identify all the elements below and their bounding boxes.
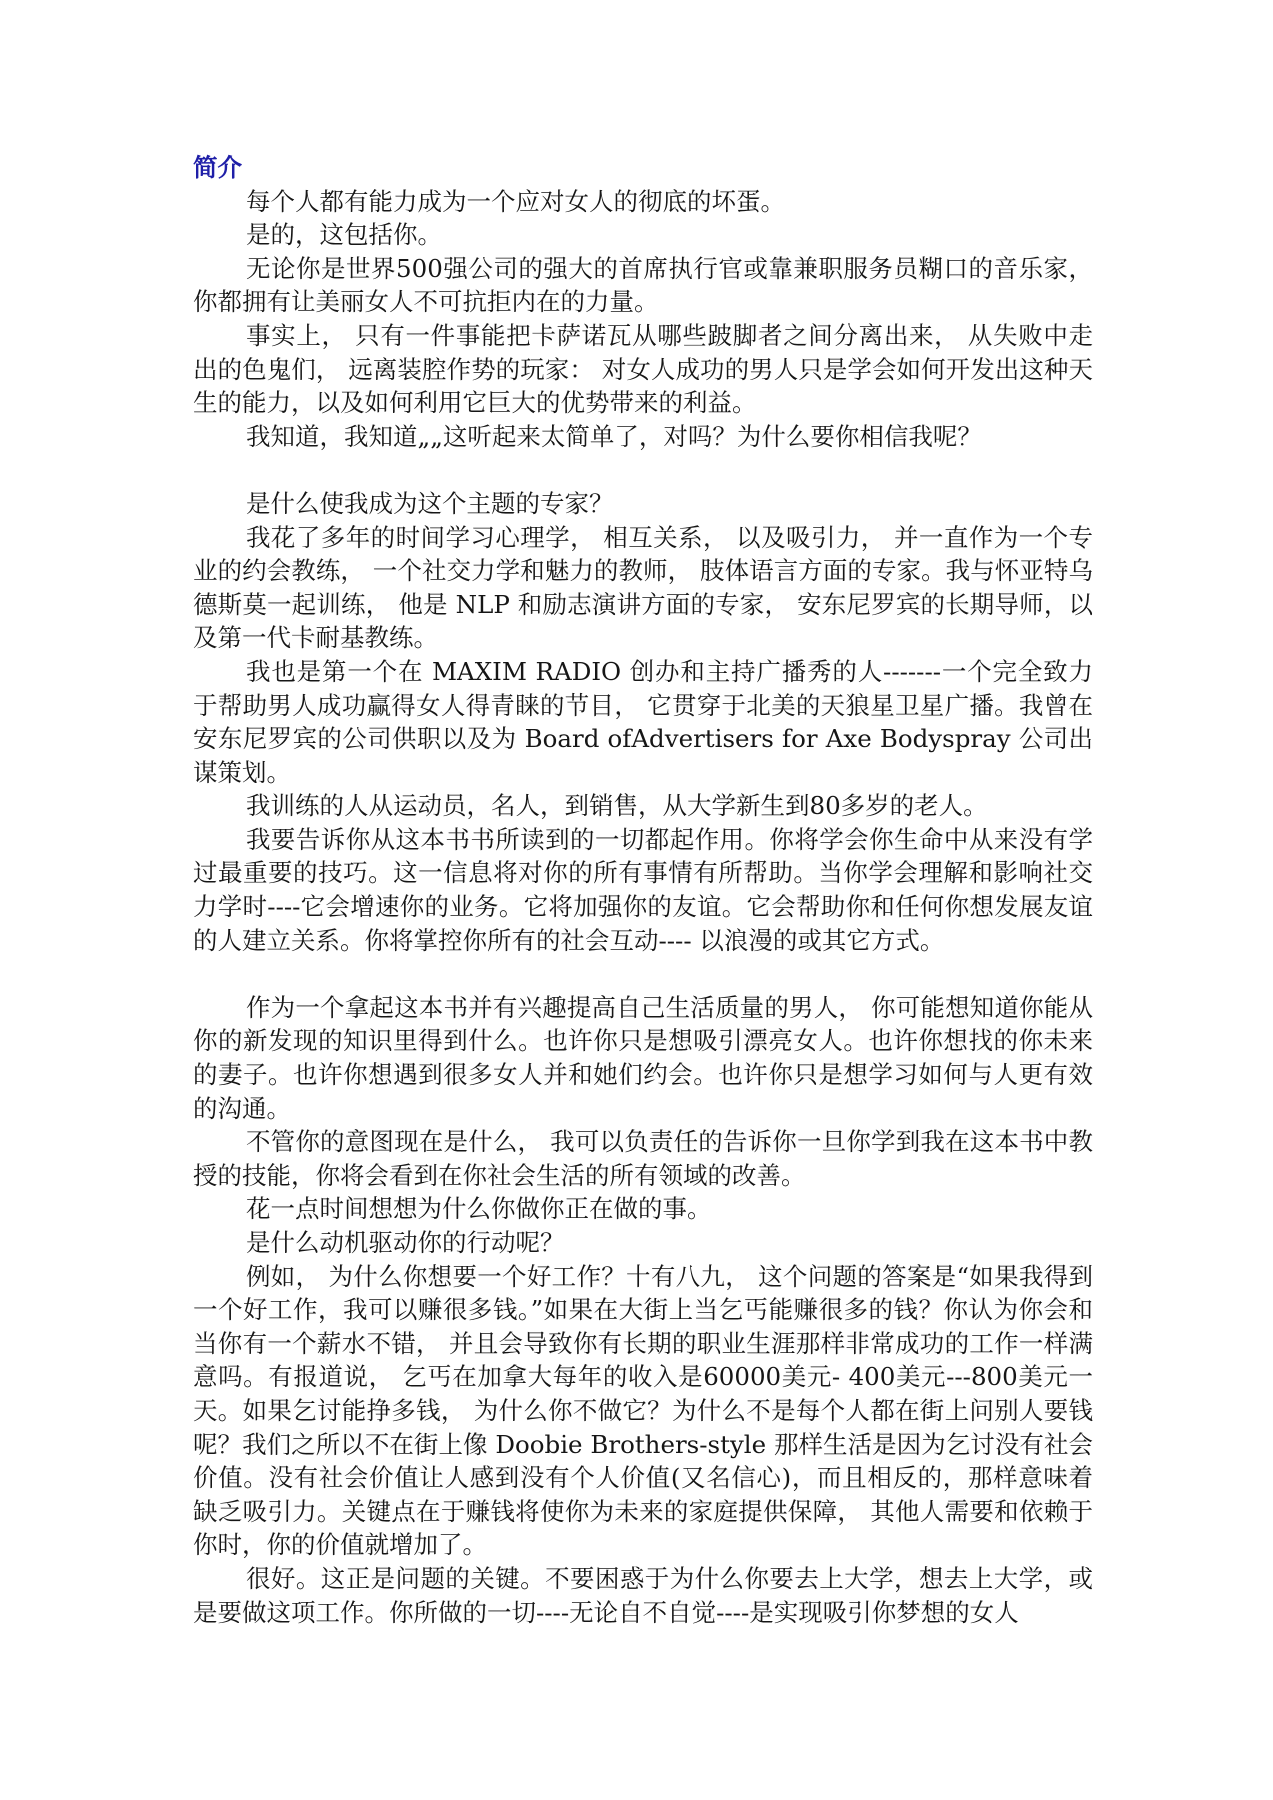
paragraph-gap [193,957,1093,991]
paragraph: 是什么动机驱动你的行动呢？ [246,1228,565,1257]
paragraph: 例如， 为什么你想要一个好工作？十有八九， 这个问题的答案是“如果我得到一个好工作，我可以赚很多钱。”如果在大街上当乞丐能赚很多的钱？你认为你会和当你有一个薪水不错， 并且会导致你有长期的职业生涯那样非常成功的工作一样满意吗。有报道说， 乞丐在加拿大每年的收入是60000美元- 400美元---800美元一天。如果乞讨能挣多钱， 为什么你不做它？为什么不是每个人都在街上问别人要钱呢？我们之所以不在街上像 Doobie Brothers-style 那样生活是因为乞讨没有社会价值。没有社会价值让人感到没有个人价值(又名信心)，而且相反的，那样意味着缺乏吸引力。关键点在于赚钱将使你为未来的家庭提供保障， 其他人需要和依赖于你时，你的价值就增加了。 [193,1261,1093,1560]
document-body [193,151,1093,1629]
paragraph: 是什么使我成为这个主题的专家？ [246,488,614,518]
section-heading: 简介 [193,153,242,182]
paragraph: 我要告诉你从这本书书所读到的一切都起作用。你将学会你生命中从来没有学过最重要的技巧。这一信息将对你的所有事情有所帮助。当你学会理解和影响社交力学时----它会增速你的业务。它将加强你的友谊。它会帮助你和任何你想发展友谊的人建立关系。你将掌控你所有的社会互动---- 以浪漫的或其它方式。 [193,824,1093,955]
paragraph: 我花了多年的时间学习心理学， 相互关系， 以及吸引力， 并一直作为一个专业的约会教练， 一个社交力学和魅力的教师， 肢体语言方面的专家。我与怀亚特乌德斯莫一起训练， 他是 NLP 和励志演讲方面的专家， 安东尼罗宾的长期导师，以及第一代卡耐基教练。 [193,522,1093,653]
paragraph: 作为一个拿起这本书并有兴趣提高自己生活质量的男人， 你可能想知道你能从你的新发现的知识里得到什么。也许你只是想吸引漂亮女人。也许你想找的你未来的妻子。也许你想遇到很多女人并和她们约会。也许你只是想学习如何与人更有效的沟通。 [193,992,1093,1123]
paragraph: 无论你是世界500强公司的强大的首席执行官或靠兼职服务员糊口的音乐家，你都拥有让美丽女人不可抗拒内在的力量。 [193,253,1093,317]
paragraph: 花一点时间想想为什么你做你正在做的事。 [246,1194,712,1224]
paragraph: 我也是第一个在 MAXIM RADIO 创办和主持广播秀的人-------一个完全致力于帮助男人成功赢得女人得青睐的节目， 它贯穿于北美的天狼星卫星广播。我曾在安东尼罗宾的公司供职以及为 Board ofAdvertisers for Axe Bodyspray 公司出谋策划。 [193,656,1093,787]
paragraph: 不管你的意图现在是什么， 我可以负责任的告诉你一旦你学到我在这本书中教授的技能，你将会看到在你社会生活的所有领域的改善。 [193,1127,1093,1190]
paragraph-gap [193,453,1093,487]
paragraph: 每个人都有能力成为一个应对女人的彻底的坏蛋。 [246,186,785,216]
paragraph: 很好。这正是问题的关键。不要困惑于为什么你要去上大学，想去上大学，或是要做这项工作。你所做的一切----无论自不自觉----是实现吸引你梦想的女人 [193,1563,1093,1627]
paragraph: 是的，这包括你。 [246,220,442,250]
paragraph: 我训练的人从运动员，名人，到销售，从大学新生到80多岁的老人。 [246,791,988,821]
paragraph: 事实上， 只有一件事能把卡萨诺瓦从哪些跛脚者之间分离出来， 从失败中走出的色鬼们， 远离装腔作势的玩家： 对女人成功的男人只是学会如何开发出这种天生的能力，以及如何利用它巨大的优势带来的利益。 [193,320,1093,418]
paragraph: 我知道，我知道„„这听起来太简单了，对吗？为什么要你相信我呢？ [246,421,982,451]
